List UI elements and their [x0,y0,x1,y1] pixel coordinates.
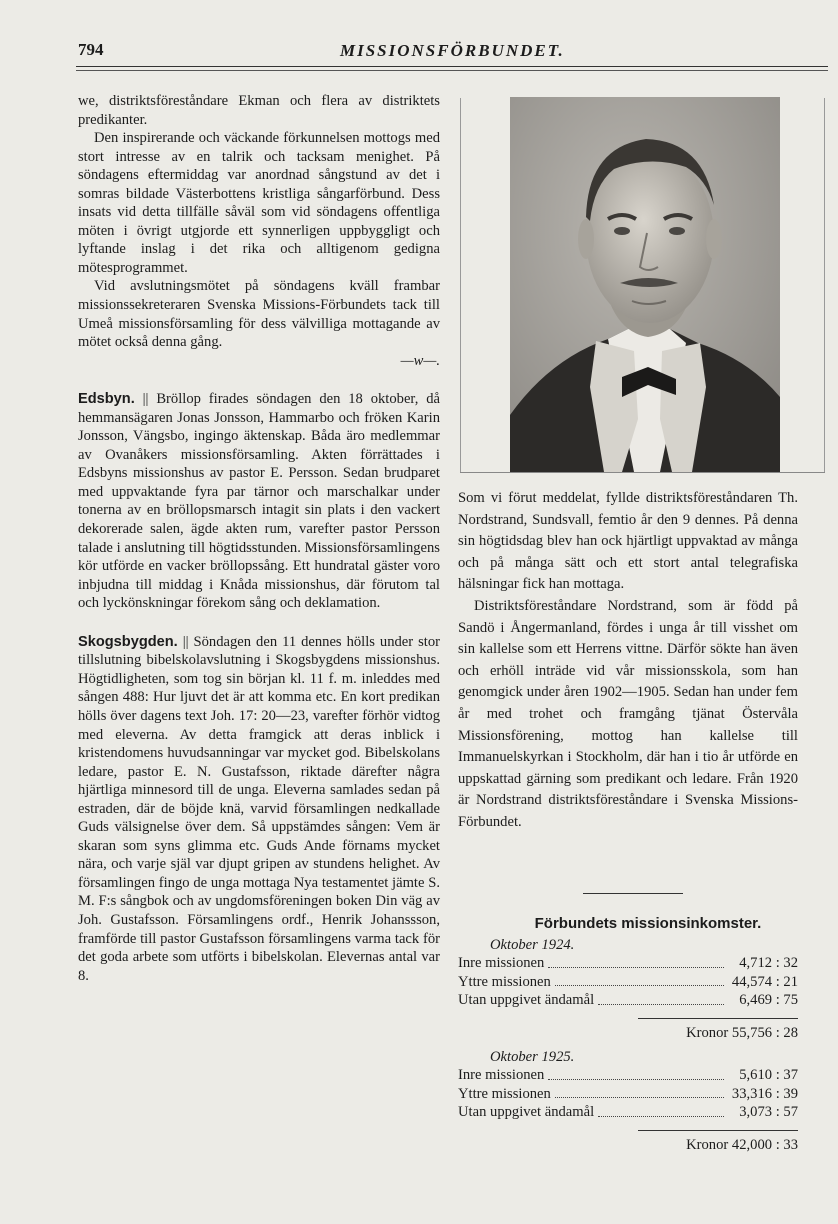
leader-dots [598,1103,724,1117]
paragraph [78,277,440,370]
header-rule [76,66,828,67]
article-heading: Skogsbygden. [78,633,178,650]
period-label: Oktober 1925. [490,1049,575,1065]
divider [824,98,825,472]
portrait-photo [510,97,780,472]
divider [583,893,683,894]
income-total: Kronor 55,756 : 28 [686,1024,798,1041]
article-text: || Bröllop firades söndagen den 18 oktober, då hemmansägaren Jonas Jonsson, Hammarbo och fröken Karin Jonsson, Vängsbo, ingingo äktenskap. Båda äro medlemmar av Ovanåkers missionsförsamling. Akten förrättades i Edsbyns missionshus av pastor E. Persson. Sedan brudparet med uppvaktande fyra par tärnor och marschalkar under tonerna av en bröllopsmarsch intagit sin plats i den vackert dekorerade salen, ägde akten rum, varefter pastor Persson talade i anslutning till högtidsstunden. Missionsförsamlingens kör utförde en vacker bröllopssång. Ett hundratal gäster voro inbjudna till middag i Knåda missionshus, där förutom tal och lyckönskningar förekom sång och deklamation. [78,391,440,612]
divider [460,472,825,473]
leader-dots [555,973,724,987]
income-value: 5,610 : 37 [739,1067,798,1083]
income-label: Inre missionen [458,955,545,971]
article-heading: Edsbyn. [78,391,135,408]
sum-rule [638,1130,798,1131]
income-total: Kronor 42,000 : 33 [686,1136,798,1153]
income-row [458,1085,798,1104]
income-row [458,954,798,973]
income-value: 4,712 : 32 [739,955,798,971]
portrait-illustration [510,97,780,472]
paragraph: we, distriktsföreståndare Ekman och flera av distriktets predikanter. [78,93,440,128]
income-label: Utan uppgivet ändamål [458,992,595,1008]
leader-dots [548,1066,724,1080]
income-row [458,973,798,992]
right-column [458,488,798,834]
running-title: MISSIONSFÖRBUNDET. [340,41,565,60]
income-value: 33,316 : 39 [731,1085,798,1102]
paragraph: Som vi förut meddelat, fyllde distriktsföreståndaren Th. Nordstrand, Sundsvall, femtio år den 9 dennes. På denna sin högtidsdag blev han ock hjärtligt uppvaktad av många och på många sätt och ett stort antal telegrafiska hälsningar fick han mottaga. [458,490,798,593]
header-rule-thin [76,70,828,71]
income-label: Yttre missionen [458,1085,551,1102]
income-label: Utan uppgivet ändamål [458,1104,595,1120]
income-title: Förbundets missionsinkomster. [534,915,762,932]
article-text: || Söndagen den 11 dennes hölls under stor tillslutning bibelskolavslutning i Skogsbygdens missionshus. Högtidligheten, som tog sin början kl. 11 f. m. inleddes med sången 488: Hur ljuvt det är att komma etc. En kort predikan hölls över dagens text Joh. 17: 20—23, varefter förhör vidtog med eleverna. Av detta framgick att deras inblick i kristendomens huvudsanningar var mycket god. Bibelskolans ledare, pastor E. N. Gustafsson, riktade därefter några hjärtliga minnesord till de unga. Eleverna samlades sedan på estraden, där de böjde knä, varvid församlingen nedkallade Guds välsignelse över dem. Så uppstämdes sången: Vem är skaran som syns glimma etc. Guds Ande förnams mycket nära, och varje själ var djupt gripen av stundens helighet. Av församlingen fingo de unga mottaga Nya testamentet jämte S. M. F:s sångbok och av ungdomsföreningen boken Din väg av Joh. Gustafsson. Församlingens ordf., Henrik Johanssson, framförde till pastor Gustafsson församlingens varma tack för det goda arbete som utförts i bibelskolan. Elevernas antal var 8. [78,633,440,984]
income-value: 3,073 : 57 [739,1104,798,1120]
paragraph-text: Vid avslutningsmötet på söndagens kväll frambar missionssekreteraren Svenska Missions-Förbundets tack till Umeå missionsförsamling för dess välvilliga mottagande av mötet också denna gång. [78,278,440,351]
income-value: 44,574 : 21 [731,973,798,990]
article-skogsbygden [78,633,440,985]
income-label: Yttre missionen [458,973,551,990]
income-row [458,991,798,1010]
leader-dots [598,991,724,1005]
income-row [458,1103,798,1122]
sum-rule [638,1018,798,1019]
left-column [78,92,440,985]
paragraph: Den inspirerande och väckande förkunnelsen mottogs med stort intresse av en talrik och tacksam menighet. På söndagens eftermiddag var anordnad sångstund av det i somras bildade Västerbottens kristliga sångarförbund. Dess insats vid detta tillfälle såväl som vid söndagens offentliga möten i övrigt utgjorde ett synnerligen uppbyggligt och lyftande inslag i det rika och alltigenom gedigna mötesprogrammet. [78,130,440,276]
divider [460,98,461,472]
paragraph: Distriktsföreståndare Nordstrand, som är född på Sandö i Ångermanland, fördes i unga år till visshet om sin kallelse som ett Herrens vittne. Därför sökte han även och erhöll inträde vid vår missionsskola, som han genomgick under åren 1902—1905. Sedan han under fem år med trohet och framgång tjänat Östervåla Missionsförening, mottog han kallelse till Immanuelskyrkan i Stockholm, där han i tio år utförde en uppskattad gärning som predikant och ledare. Från 1920 är Nordstrand distriktsföreståndare i Svenska Missions-Förbundet. [458,597,798,830]
article-edsbyn [78,390,440,613]
income-table [458,915,798,1160]
income-value: 6,469 : 75 [739,992,798,1008]
leader-dots [555,1085,724,1099]
period-label: Oktober 1924. [490,937,575,953]
signoff: —w—. [400,352,440,369]
leader-dots [548,954,724,968]
income-label: Inre missionen [458,1067,545,1083]
page-number: 794 [78,40,104,59]
income-row [458,1066,798,1085]
